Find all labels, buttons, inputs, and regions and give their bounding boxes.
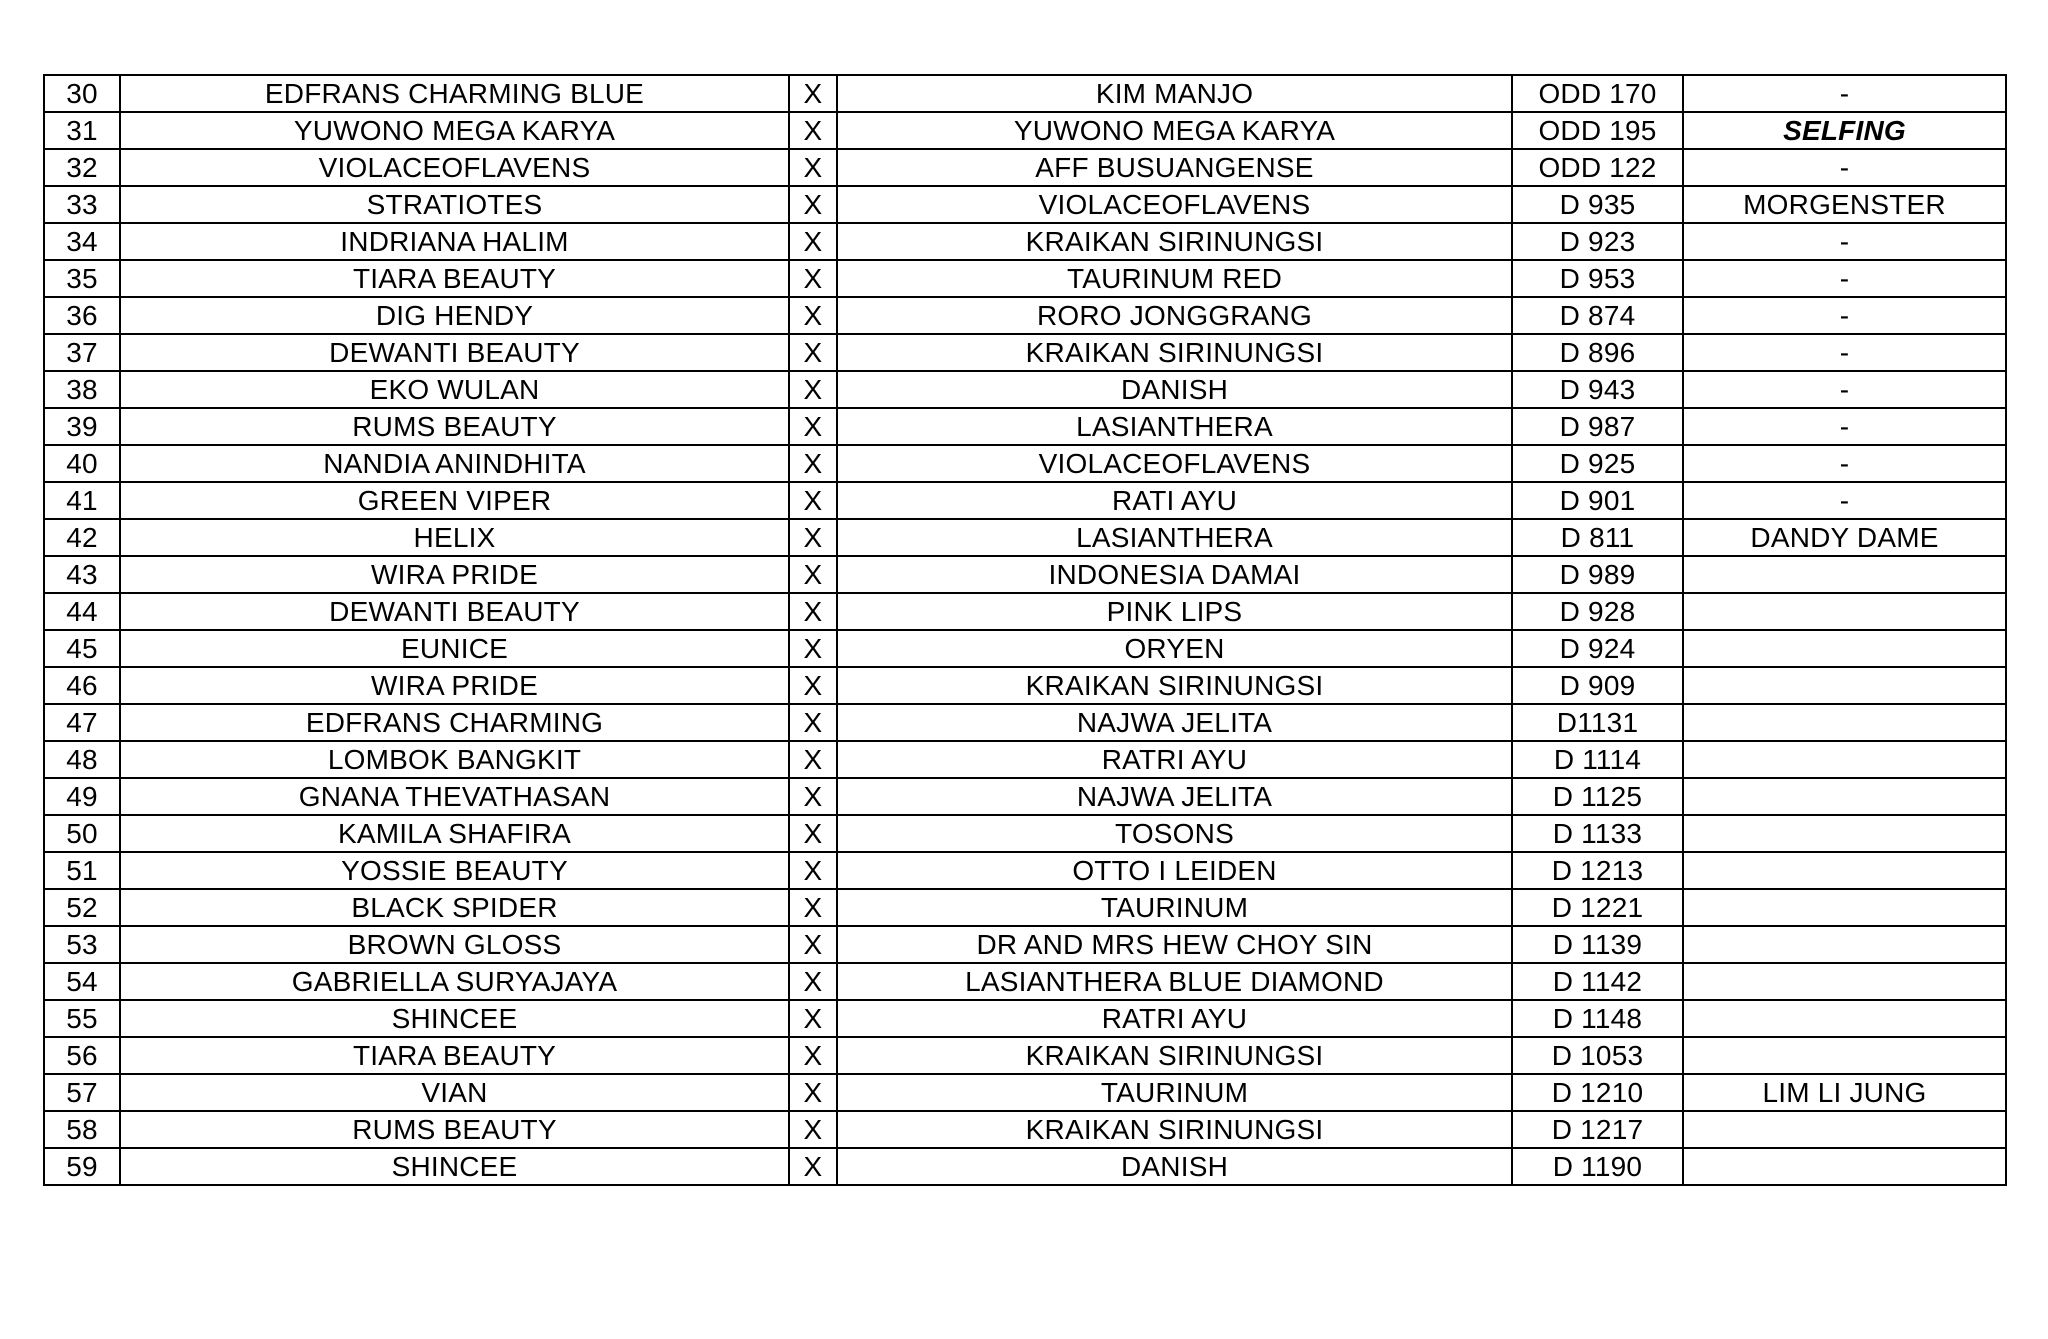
table-row [44,223,2006,260]
cross-mark-cell: X [789,1074,837,1111]
note-cell: - [1683,334,2006,371]
parent2-cell: NAJWA JELITA [837,704,1512,741]
row-number-cell: 47 [44,704,120,741]
table-row [44,334,2006,371]
parent2-cell: TAURINUM [837,1074,1512,1111]
row-number-cell: 58 [44,1111,120,1148]
parent1-cell: BROWN GLOSS [120,926,789,963]
parent1-cell: STRATIOTES [120,186,789,223]
row-number-cell: 32 [44,149,120,186]
code-cell: D 909 [1512,667,1683,704]
parent1-cell: SHINCEE [120,1148,789,1185]
parent2-cell: RATI AYU [837,482,1512,519]
cross-mark-cell: X [789,889,837,926]
note-cell [1683,1000,2006,1037]
parent1-cell: INDRIANA HALIM [120,223,789,260]
table-row [44,186,2006,223]
row-number-cell: 42 [44,519,120,556]
cross-mark-cell: X [789,519,837,556]
parent2-cell: KRAIKAN SIRINUNGSI [837,1111,1512,1148]
parent1-cell: WIRA PRIDE [120,667,789,704]
cross-mark-cell: X [789,852,837,889]
note-cell [1683,704,2006,741]
parent1-cell: DIG HENDY [120,297,789,334]
table-row [44,297,2006,334]
cross-mark-cell: X [789,1037,837,1074]
parent2-cell: VIOLACEOFLAVENS [837,445,1512,482]
cross-mark-cell: X [789,1111,837,1148]
code-cell: D 953 [1512,260,1683,297]
note-cell: MORGENSTER [1683,186,2006,223]
row-number-cell: 37 [44,334,120,371]
table-row [44,1074,2006,1111]
parent2-cell: NAJWA JELITA [837,778,1512,815]
table-row [44,1000,2006,1037]
cross-mark-cell: X [789,334,837,371]
row-number-cell: 35 [44,260,120,297]
parent1-cell: DEWANTI BEAUTY [120,593,789,630]
parent2-cell: INDONESIA DAMAI [837,556,1512,593]
code-cell: D 1142 [1512,963,1683,1000]
note-cell: - [1683,75,2006,112]
row-number-cell: 41 [44,482,120,519]
note-cell: DANDY DAME [1683,519,2006,556]
row-number-cell: 30 [44,75,120,112]
parent1-cell: LOMBOK BANGKIT [120,741,789,778]
table-row [44,667,2006,704]
cross-mark-cell: X [789,408,837,445]
table-row [44,778,2006,815]
cross-mark-cell: X [789,741,837,778]
cross-mark-cell: X [789,75,837,112]
parent2-cell: TAURINUM RED [837,260,1512,297]
parent2-cell: LASIANTHERA [837,408,1512,445]
code-cell: D 1221 [1512,889,1683,926]
cross-mark-cell: X [789,630,837,667]
table-row [44,963,2006,1000]
cross-mark-cell: X [789,1000,837,1037]
note-cell [1683,926,2006,963]
code-cell: D 1217 [1512,1111,1683,1148]
cross-mark-cell: X [789,815,837,852]
code-cell: D 1114 [1512,741,1683,778]
note-cell: - [1683,149,2006,186]
row-number-cell: 55 [44,1000,120,1037]
cross-mark-cell: X [789,186,837,223]
table-row [44,704,2006,741]
row-number-cell: 54 [44,963,120,1000]
parent1-cell: RUMS BEAUTY [120,1111,789,1148]
parent2-cell: DANISH [837,371,1512,408]
parent1-cell: YOSSIE BEAUTY [120,852,789,889]
table-row [44,593,2006,630]
note-cell: - [1683,371,2006,408]
parent2-cell: KRAIKAN SIRINUNGSI [837,223,1512,260]
code-cell: D 1190 [1512,1148,1683,1185]
note-cell [1683,1148,2006,1185]
code-cell: D 935 [1512,186,1683,223]
cross-mark-cell: X [789,556,837,593]
note-cell: - [1683,482,2006,519]
table-row [44,408,2006,445]
row-number-cell: 59 [44,1148,120,1185]
code-cell: D 1139 [1512,926,1683,963]
parent2-cell: RORO JONGGRANG [837,297,1512,334]
note-cell [1683,667,2006,704]
code-cell: D 923 [1512,223,1683,260]
parent1-cell: KAMILA SHAFIRA [120,815,789,852]
code-cell: D 1213 [1512,852,1683,889]
code-cell: D 896 [1512,334,1683,371]
row-number-cell: 45 [44,630,120,667]
code-cell: D 1210 [1512,1074,1683,1111]
parent1-cell: EDFRANS CHARMING [120,704,789,741]
table-row [44,1148,2006,1185]
code-cell: D 925 [1512,445,1683,482]
table-row [44,630,2006,667]
cross-mark-cell: X [789,482,837,519]
cross-mark-cell: X [789,445,837,482]
document-page [43,74,2007,1186]
row-number-cell: 33 [44,186,120,223]
code-cell: D 1148 [1512,1000,1683,1037]
cross-mark-cell: X [789,149,837,186]
row-number-cell: 46 [44,667,120,704]
table-row [44,75,2006,112]
row-number-cell: 34 [44,223,120,260]
parent2-cell: YUWONO MEGA KARYA [837,112,1512,149]
note-cell [1683,889,2006,926]
parent2-cell: LASIANTHERA BLUE DIAMOND [837,963,1512,1000]
row-number-cell: 36 [44,297,120,334]
parent2-cell: DR AND MRS HEW CHOY SIN [837,926,1512,963]
parent1-cell: DEWANTI BEAUTY [120,334,789,371]
code-cell: D 1053 [1512,1037,1683,1074]
parent2-cell: RATRI AYU [837,741,1512,778]
note-cell [1683,1111,2006,1148]
code-cell: D 943 [1512,371,1683,408]
parent1-cell: NANDIA ANINDHITA [120,445,789,482]
table-row [44,519,2006,556]
code-cell: D 987 [1512,408,1683,445]
parent2-cell: TAURINUM [837,889,1512,926]
row-number-cell: 49 [44,778,120,815]
parent2-cell: AFF BUSUANGENSE [837,149,1512,186]
parent2-cell: LASIANTHERA [837,519,1512,556]
cross-mark-cell: X [789,297,837,334]
row-number-cell: 57 [44,1074,120,1111]
code-cell: D 989 [1512,556,1683,593]
cross-mark-cell: X [789,778,837,815]
note-cell [1683,778,2006,815]
cross-mark-cell: X [789,926,837,963]
parent1-cell: HELIX [120,519,789,556]
cross-mark-cell: X [789,371,837,408]
parent1-cell: GREEN VIPER [120,482,789,519]
row-number-cell: 40 [44,445,120,482]
table-row [44,482,2006,519]
note-cell [1683,556,2006,593]
parent2-cell: PINK LIPS [837,593,1512,630]
note-cell: - [1683,408,2006,445]
cross-mark-cell: X [789,112,837,149]
cross-mark-cell: X [789,223,837,260]
row-number-cell: 31 [44,112,120,149]
parent2-cell: KRAIKAN SIRINUNGSI [837,667,1512,704]
parent1-cell: WIRA PRIDE [120,556,789,593]
cross-breeding-table [43,74,2007,1186]
code-cell: D 874 [1512,297,1683,334]
table-body [44,75,2006,1185]
code-cell: D 924 [1512,630,1683,667]
row-number-cell: 56 [44,1037,120,1074]
row-number-cell: 44 [44,593,120,630]
note-cell [1683,630,2006,667]
table-row [44,889,2006,926]
parent2-cell: KIM MANJO [837,75,1512,112]
parent1-cell: RUMS BEAUTY [120,408,789,445]
note-cell: SELFING [1683,112,2006,149]
code-cell: D 928 [1512,593,1683,630]
parent1-cell: GNANA THEVATHASAN [120,778,789,815]
table-row [44,1111,2006,1148]
parent2-cell: OTTO I LEIDEN [837,852,1512,889]
parent1-cell: GABRIELLA SURYAJAYA [120,963,789,1000]
code-cell: D 1125 [1512,778,1683,815]
note-cell: - [1683,445,2006,482]
cross-mark-cell: X [789,1148,837,1185]
code-cell: D 1133 [1512,815,1683,852]
note-cell [1683,963,2006,1000]
parent1-cell: VIAN [120,1074,789,1111]
row-number-cell: 39 [44,408,120,445]
table-row [44,445,2006,482]
note-cell [1683,852,2006,889]
parent2-cell: RATRI AYU [837,1000,1512,1037]
note-cell [1683,815,2006,852]
parent1-cell: BLACK SPIDER [120,889,789,926]
row-number-cell: 43 [44,556,120,593]
table-row [44,815,2006,852]
table-row [44,112,2006,149]
note-cell: LIM LI JUNG [1683,1074,2006,1111]
code-cell: ODD 122 [1512,149,1683,186]
parent2-cell: KRAIKAN SIRINUNGSI [837,1037,1512,1074]
parent1-cell: EDFRANS CHARMING BLUE [120,75,789,112]
row-number-cell: 38 [44,371,120,408]
table-row [44,852,2006,889]
table-row [44,1037,2006,1074]
parent1-cell: SHINCEE [120,1000,789,1037]
parent2-cell: KRAIKAN SIRINUNGSI [837,334,1512,371]
note-cell [1683,1037,2006,1074]
row-number-cell: 48 [44,741,120,778]
row-number-cell: 51 [44,852,120,889]
table-row [44,260,2006,297]
table-row [44,149,2006,186]
row-number-cell: 50 [44,815,120,852]
parent2-cell: DANISH [837,1148,1512,1185]
note-cell: - [1683,260,2006,297]
code-cell: D1131 [1512,704,1683,741]
code-cell: ODD 170 [1512,75,1683,112]
table-row [44,371,2006,408]
cross-mark-cell: X [789,704,837,741]
note-cell: - [1683,223,2006,260]
parent2-cell: VIOLACEOFLAVENS [837,186,1512,223]
cross-mark-cell: X [789,963,837,1000]
note-cell: - [1683,297,2006,334]
table-row [44,556,2006,593]
cross-mark-cell: X [789,260,837,297]
table-row [44,741,2006,778]
cross-mark-cell: X [789,593,837,630]
table-row [44,926,2006,963]
parent2-cell: TOSONS [837,815,1512,852]
parent1-cell: YUWONO MEGA KARYA [120,112,789,149]
parent1-cell: VIOLACEOFLAVENS [120,149,789,186]
parent1-cell: EKO WULAN [120,371,789,408]
parent1-cell: TIARA BEAUTY [120,260,789,297]
parent1-cell: TIARA BEAUTY [120,1037,789,1074]
parent2-cell: ORYEN [837,630,1512,667]
code-cell: ODD 195 [1512,112,1683,149]
row-number-cell: 53 [44,926,120,963]
code-cell: D 811 [1512,519,1683,556]
note-cell [1683,593,2006,630]
row-number-cell: 52 [44,889,120,926]
cross-mark-cell: X [789,667,837,704]
code-cell: D 901 [1512,482,1683,519]
note-cell [1683,741,2006,778]
parent1-cell: EUNICE [120,630,789,667]
